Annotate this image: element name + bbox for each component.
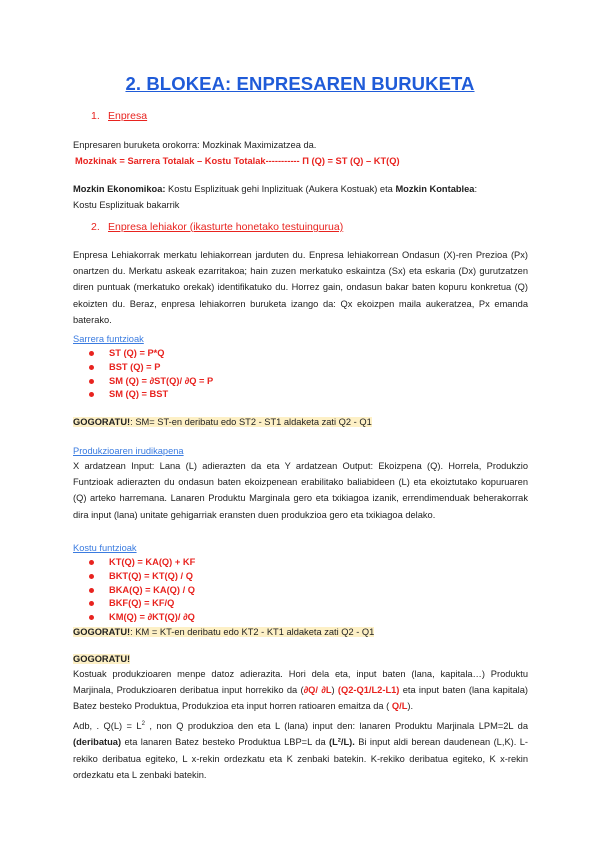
bullet-icon [89,365,94,370]
paragraph-profit-types [73,181,528,213]
revenue-functions-list [73,347,213,402]
paragraph-production: X ardatzean Input: Lana (L) adierazten da eta Y ardatzean Output: Ekoizpena (Q). Horrela, Produkzio Funtzioak adierazten du ondasun baten ekoizpenean erabilitako baliabideen (L) eta ekoiztutako kopuruaren (Q) arteko harremana. Lanaren Produktu Marginala gero eta txikiagoa izanik, errendimenduak beherakorrak dira input (lana) unitate gehigarriak eransten duen produkzioa gero eta txikiagoa delako. [73,461,528,520]
accounting-profit-colon: : [474,184,478,194]
section-number: 1. [91,110,100,122]
remember-label: GOGORATU! [73,627,131,637]
bullet-icon [89,392,94,397]
list-item: BKT(Q) = KT(Q) / Q [73,570,195,584]
bullet-icon [89,351,94,356]
list-item: BST (Q) = P [73,361,213,375]
page-title: 2. BLOKEA: ENPRESAREN BURUKETA [125,73,475,94]
general-problem-text: Enpresaren buruketa orokorra: Mozkinak Maximizatzea da. [73,140,317,150]
section-heading-enpresa-lehiakor [91,221,343,233]
economic-profit-text: Kostu Esplizituak gehi Inplizituak (Aukera Kostuak) eta [165,184,396,194]
remember-note-revenue [73,417,372,427]
paragraph-marginal-product: Kostuak produkzioaren menpe datoz adierazita. Hori dela eta, input baten (lana, kapitala…) Produktu Marjinala, Produkzioaren deribatua input horrekiko da (∂Q/ ∂L) (Q2-Q1/L2-L1) eta input baten (lana kapitala) Batez besteko Produktua, Produkzioa eta input horren ratioaren emaitza da ( Q/L). [73,669,528,712]
paragraph-example: Adb, . $Q(L) = L^2$ , non Q produkzioa den eta L (lana) input den: lanaren Produktu Marjinala LPM=2L da (deribatua) eta lanaren Batez besteko Produktua LBP=L da (L²/L). Bi input aldi berean daudenean (L,K). L-rekiko deribatua egiteko, L x-rekin ordezkatu eta K zenbaki batekin. K-rekiko deribatua egiteko, K x-rekin ordezkatu eta L zenbaki batekin. [73,721,529,780]
bullet-icon [89,574,94,579]
list-item: ST (Q) = P*Q [73,347,213,361]
section-heading-enpresa [91,110,147,122]
remember-note-cost [73,627,374,637]
subheading-revenue-functions: Sarrera funtzioak [73,334,144,344]
list-item: KM(Q) = ∂KT(Q)/ ∂Q [73,611,195,625]
bullet-icon [89,615,94,620]
cost-functions-list [73,556,195,625]
list-item: KT(Q) = KA(Q) + KF [73,556,195,570]
remember-text: : KM = KT-en deribatu edo KT2 - KT1 aldaketa zati Q2 - Q1 [130,627,375,637]
section-title: Enpresa [108,110,148,122]
list-item: BKF(Q) = KF/Q [73,597,195,611]
section-title: Enpresa lehiakor (ikasturte honetako testuingurua) [108,221,344,233]
remember-text: : SM= ST-en deribatu edo ST2 - ST1 aldaketa zati Q2 - Q1 [130,417,372,427]
accounting-profit-label: Mozkin Kontablea [395,184,475,194]
paragraph-general-problem [73,137,528,169]
section-number: 2. [91,221,100,233]
profit-formula: Mozkinak = Sarrera Totalak – Kostu Totalak----------- Π (Q) = ST (Q) – KT(Q) [75,156,400,167]
economic-profit-label: Mozkin Ekonomikoa: [73,184,166,194]
bullet-icon [89,379,94,384]
accounting-profit-text: Kostu Esplizituak bakarrik [73,200,180,211]
bullet-icon [89,560,94,565]
bullet-icon [89,588,94,593]
list-item: SM (Q) = ∂ST(Q)/ ∂Q = P [73,375,213,389]
list-item: BKA(Q) = KA(Q) / Q [73,584,195,598]
remember-label: GOGORATU! [73,417,131,427]
paragraph-competitive-firm: Enpresa Lehiakorrak merkatu lehiakorrean jarduten du. Enpresa lehiakorrean Ondasun (X)-ren Prezioa (Px) onartzen du. Merkatu askeak ezarritakoa; hain zuzen merkatuko eskaintza (Sx) eta eskaria (Dx) gurutzatzen diren puntuak (merkatuko orekak) identifikatuko du. Horrez gain, ondasun bakar baten kopuru konkretua (Q) ekoizten du. Beraz, enpresa lehiakorren buruketa izango da: Qx ekoizpen maila aukeratzea, Px emanda baterako. [73,250,528,325]
list-item: SM (Q) = BST [73,388,213,402]
remember-heading: GOGORATU! [73,654,131,664]
subheading-production: Produkzioaren irudikapena [73,446,184,456]
subheading-cost-functions: Kostu funtzioak [73,543,137,553]
bullet-icon [89,601,94,606]
